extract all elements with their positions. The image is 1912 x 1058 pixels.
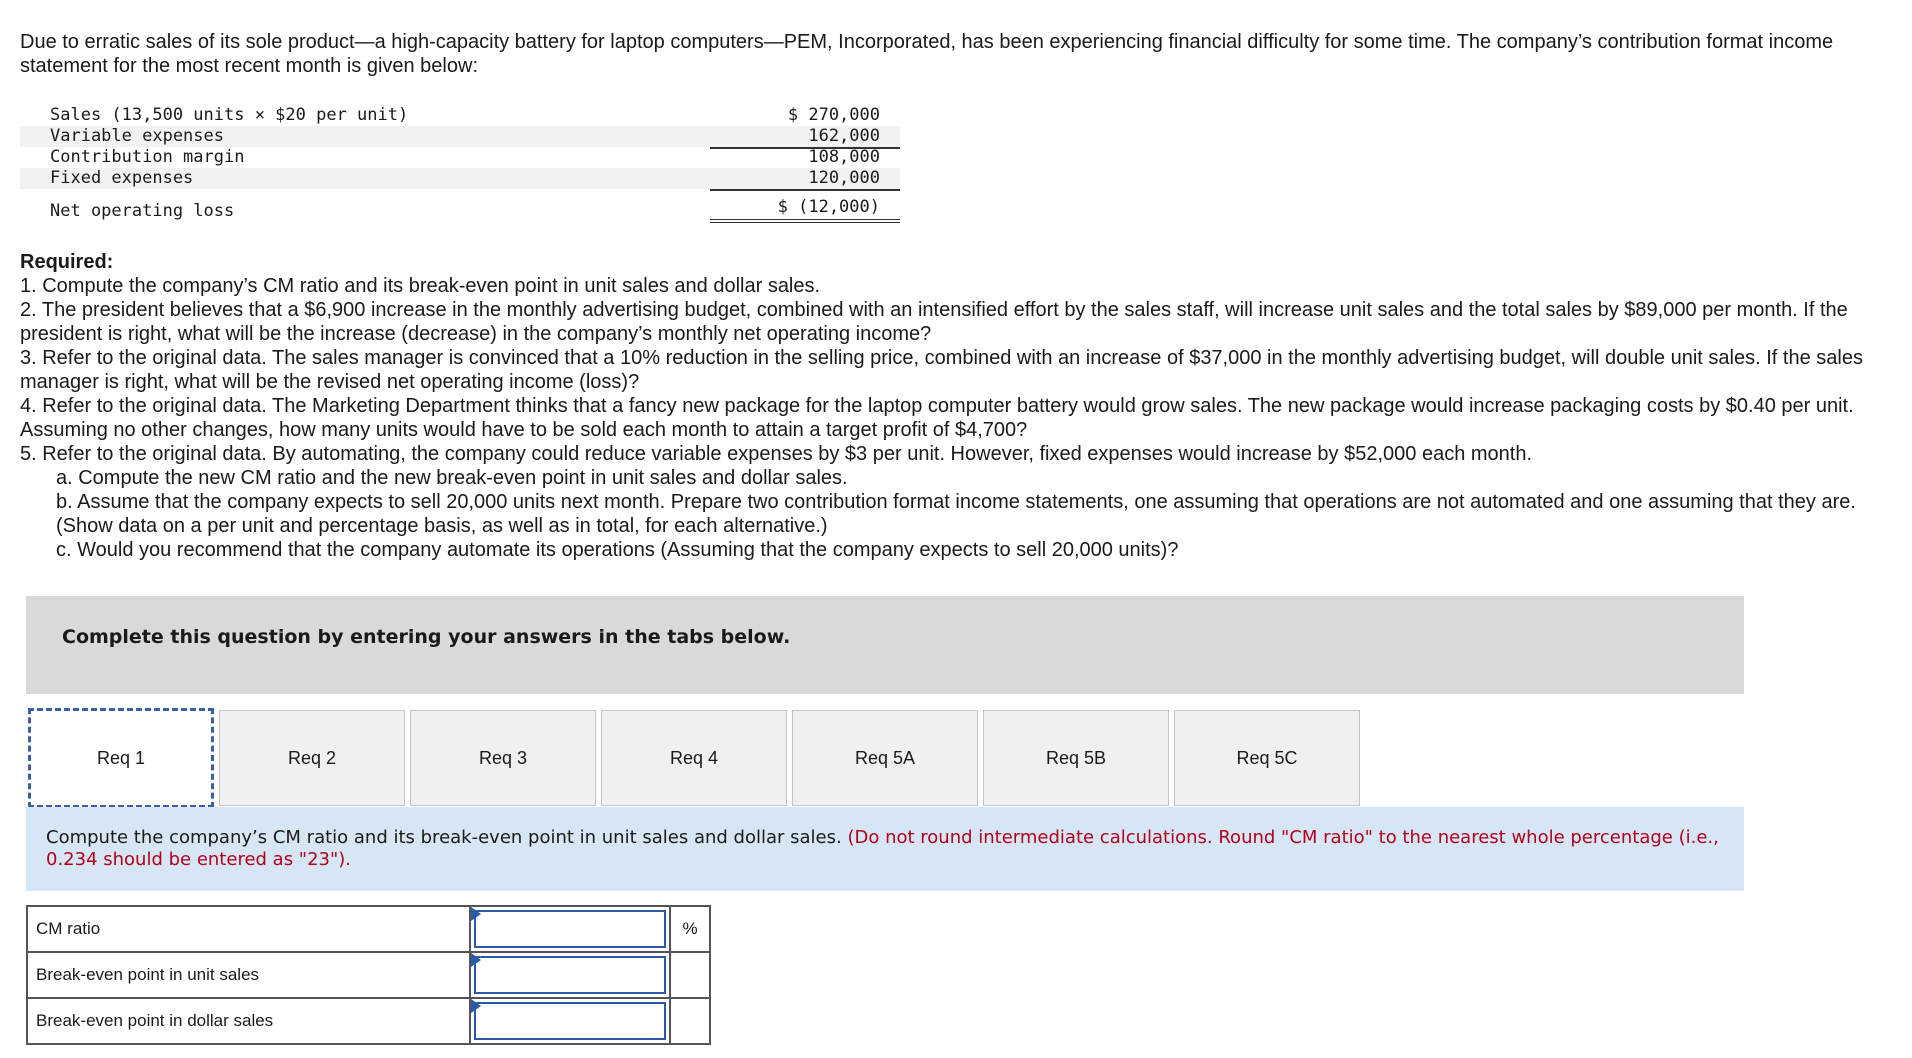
complete-banner-text: Complete this question by entering your answers in the tabs below. <box>62 626 791 648</box>
statement-row-net-operating-loss <box>20 195 900 227</box>
statement-label: Fixed expenses <box>50 168 194 188</box>
break-even-units-input[interactable] <box>474 956 666 994</box>
tab-req-2[interactable]: Req 2 <box>219 710 405 806</box>
required-section <box>20 250 1905 562</box>
cm-ratio-input[interactable] <box>474 910 666 948</box>
answer-row-break-even-units <box>27 952 710 998</box>
statement-amount: $ 270,000 <box>787 105 880 125</box>
statement-label: Net operating loss <box>50 201 235 221</box>
tab-req-1[interactable]: Req 1 <box>28 708 214 808</box>
answer-cell <box>470 998 670 1044</box>
input-marker-icon <box>471 907 481 921</box>
statement-label: Contribution margin <box>50 147 245 167</box>
instruction-text: Compute the company’s CM ratio and its break-even point in unit sales and dollar sales. <box>46 827 842 848</box>
required-item-5: 5. Refer to the original data. By automating, the company could reduce variable expenses by $3 per unit. However, fixed expenses would increase by $52,000 each month. <box>20 443 1533 465</box>
statement-row-fixed-expenses <box>20 168 900 189</box>
answer-label: CM ratio <box>27 906 470 952</box>
statement-row-variable-expenses <box>20 126 900 147</box>
required-item-5c: c. Would you recommend that the company automate its operations (Assuming that the company expects to sell 20,000 units)? <box>56 539 1179 561</box>
requirement-tabs <box>28 708 1368 808</box>
percent-unit: % <box>670 906 710 952</box>
required-item-4: 4. Refer to the original data. The Marketing Department thinks that a fancy new package for the laptop computer battery would grow sales. The new package would increase packaging costs by $0.40 per unit. Assuming no other changes, how many units would have to be sold each month to attain a target profit of $4,700? <box>20 395 1854 441</box>
statement-row-contribution-margin <box>20 147 900 168</box>
tab-req-5c[interactable]: Req 5C <box>1174 710 1360 806</box>
answer-cell <box>470 906 670 952</box>
instruction-paragraph <box>46 827 1726 871</box>
instruction-note: (Do not round intermediate calculations. Round "CM ratio" to the nearest whole percentage (i.e., 0.234 should be entered as "23"). <box>46 827 1719 870</box>
statement-amount: 108,000 <box>808 147 880 167</box>
input-marker-icon <box>471 999 481 1013</box>
answer-cell <box>470 952 670 998</box>
break-even-dollars-input[interactable] <box>474 1002 666 1040</box>
instruction-panel <box>26 807 1744 891</box>
required-item-5b: b. Assume that the company expects to sell 20,000 units next month. Prepare two contribution format income statements, one assuming that operations are not automated and one assuming that they are. (Show data on a per unit and percentage basis, as well as in total, for each alternative.) <box>56 491 1856 537</box>
income-statement <box>20 105 900 227</box>
tab-req-5a[interactable]: Req 5A <box>792 710 978 806</box>
required-title: Required: <box>20 251 114 273</box>
complete-banner <box>26 596 1744 694</box>
statement-amount: $ (12,000) <box>710 195 900 223</box>
statement-label: Variable expenses <box>50 126 224 146</box>
answer-row-break-even-dollars <box>27 998 710 1044</box>
required-item-1: 1. Compute the company’s CM ratio and its break-even point in unit sales and dollar sales. <box>20 275 821 297</box>
statement-amount: 120,000 <box>710 168 900 191</box>
statement-amount: 162,000 <box>710 126 900 149</box>
required-item-3: 3. Refer to the original data. The sales manager is convinced that a 10% reduction in the selling price, combined with an increase of $37,000 in the monthly advertising budget, will double unit sales. If the sales manager is right, what will be the revised net operating income (loss)? <box>20 347 1863 393</box>
unit-cell <box>670 998 710 1044</box>
tab-req-5b[interactable]: Req 5B <box>983 710 1169 806</box>
statement-row-sales <box>20 105 900 126</box>
input-marker-icon <box>471 953 481 967</box>
required-item-2: 2. The president believes that a $6,900 increase in the monthly advertising budget, combined with an intensified effort by the sales staff, will increase unit sales and the total sales by $89,000 per month. If the president is right, what will be the increase (decrease) in the company’s monthly net operating income? <box>20 299 1848 345</box>
statement-label: Sales (13,500 units × $20 per unit) <box>50 105 409 125</box>
problem-intro: Due to erratic sales of its sole product—a high-capacity battery for laptop computers—PEM, Incorporated, has been experiencing financial difficulty for some time. The company’s contribution format income statement for the most recent month is given below: <box>20 31 1834 77</box>
tab-req-4[interactable]: Req 4 <box>601 710 787 806</box>
tab-req-3[interactable]: Req 3 <box>410 710 596 806</box>
answer-row-cm-ratio <box>27 906 710 952</box>
answer-label: Break-even point in unit sales <box>27 952 470 998</box>
unit-cell <box>670 952 710 998</box>
answer-table <box>26 905 711 1045</box>
required-item-5a: a. Compute the new CM ratio and the new break-even point in unit sales and dollar sales. <box>56 467 848 489</box>
answer-label: Break-even point in dollar sales <box>27 998 470 1044</box>
